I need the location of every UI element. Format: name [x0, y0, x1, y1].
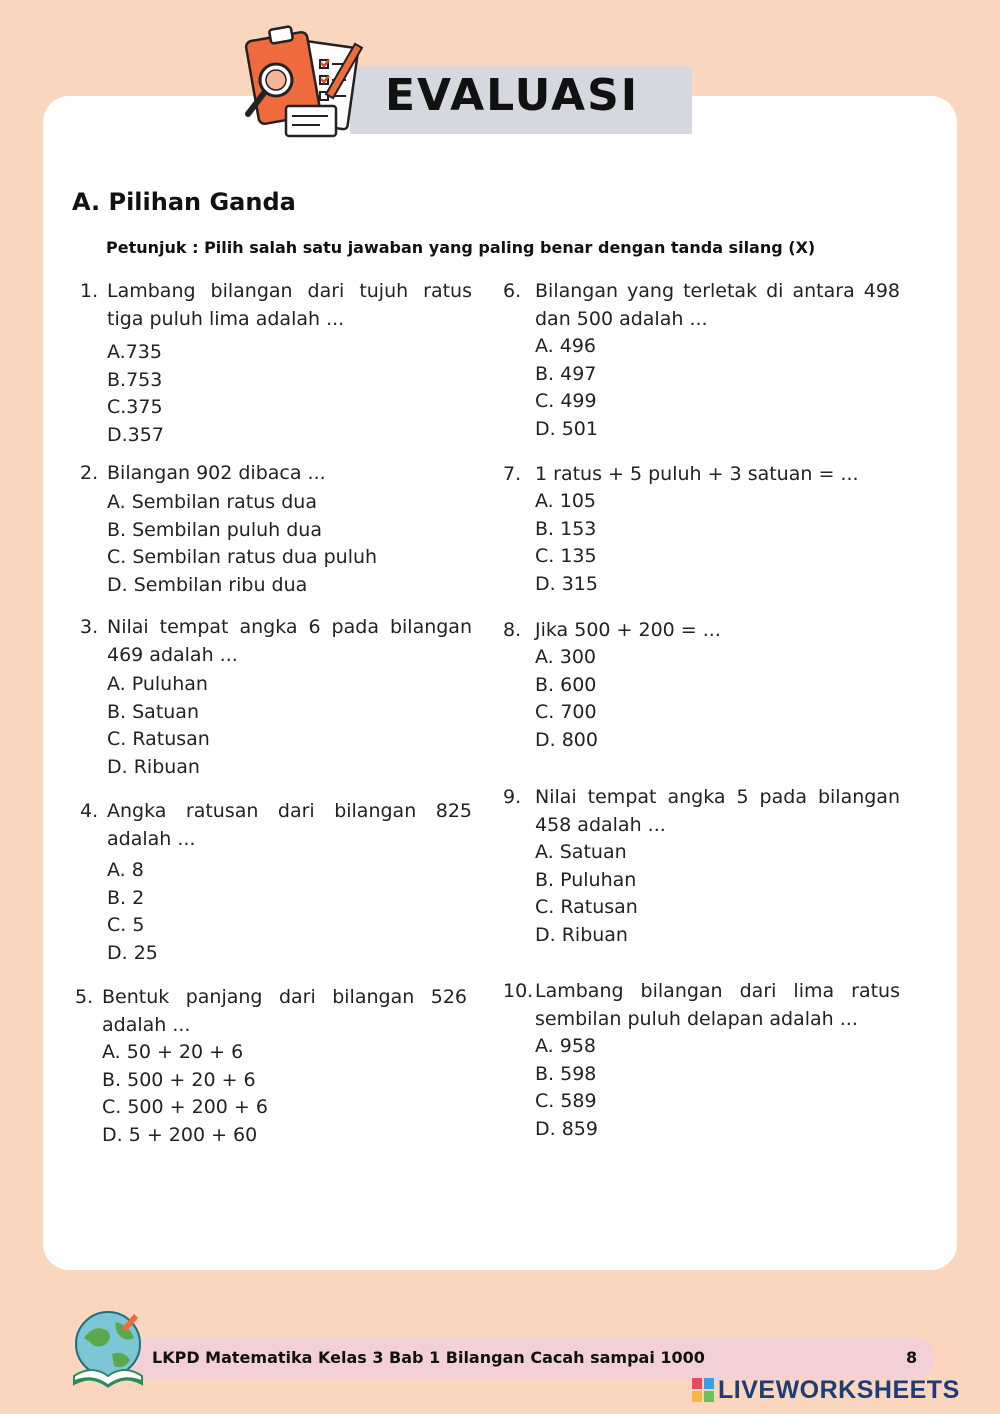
option-d[interactable]: D. 501 [535, 418, 598, 441]
option-c[interactable]: C. 5 [107, 914, 145, 937]
section-title: A. Pilihan Ganda [72, 188, 296, 216]
question-7 [503, 460, 900, 599]
option-b[interactable]: B. 600 [535, 673, 597, 696]
question-number: 10. [503, 980, 534, 1002]
question-number: 1. [80, 280, 99, 302]
option-b[interactable]: B. 500 + 20 + 6 [102, 1068, 256, 1091]
option-a[interactable]: A. 8 [107, 859, 144, 881]
question-6 [503, 277, 900, 444]
option-d[interactable]: D. 800 [535, 729, 598, 752]
question-3 [80, 613, 472, 782]
option-a[interactable]: A. 496 [535, 335, 597, 357]
liveworksheets-logo-icon [692, 1378, 714, 1402]
option-c[interactable]: C. 589 [535, 1090, 597, 1113]
question-text: Lambang bilangan dari tujuh ratus tiga puluh lima adalah ... [107, 280, 472, 330]
option-c[interactable]: C. 135 [535, 545, 597, 568]
question-text: Jika 500 + 200 = ... [535, 619, 721, 641]
question-text: Nilai tempat angka 5 pada bilangan 458 adalah ... [535, 786, 900, 836]
option-d[interactable]: D. 315 [535, 573, 598, 596]
question-text: Bilangan yang terletak di antara 498 dan 500 adalah ... [535, 280, 900, 330]
option-a[interactable]: A. Puluhan [107, 673, 208, 695]
option-b[interactable]: B. 2 [107, 886, 145, 909]
question-number: 7. [503, 463, 522, 485]
option-d[interactable]: D. Sembilan ribu dua [107, 574, 308, 597]
question-text: Lambang bilangan dari lima ratus sembilan puluh delapan adalah ... [535, 980, 900, 1030]
option-c[interactable]: C. 700 [535, 701, 597, 724]
option-c[interactable]: C. Sembilan ratus dua puluh [107, 546, 378, 569]
question-9 [503, 783, 900, 950]
globe-book-icon [72, 1308, 148, 1388]
clipboard-checklist-icon [240, 22, 375, 142]
option-a[interactable]: A. 300 [535, 646, 597, 668]
instruction-text: Petunjuk : Pilih salah satu jawaban yang paling benar dengan tanda silang (X) [106, 238, 816, 257]
question-2 [80, 459, 472, 600]
option-c[interactable]: C. Ratusan [535, 896, 638, 919]
option-d[interactable]: D.357 [107, 424, 164, 447]
question-number: 3. [80, 616, 99, 638]
option-c[interactable]: C.375 [107, 396, 163, 419]
question-text: Nilai tempat angka 6 pada bilangan 469 adalah ... [107, 616, 472, 666]
option-b[interactable]: B. 153 [535, 517, 597, 540]
option-b[interactable]: B. 598 [535, 1062, 597, 1085]
footer-text: LKPD Matematika Kelas 3 Bab 1 Bilangan Cacah sampai 1000 [152, 1348, 705, 1367]
option-d[interactable]: D. 5 + 200 + 60 [102, 1124, 258, 1147]
option-a[interactable]: A. 50 + 20 + 6 [102, 1041, 244, 1063]
question-4 [80, 797, 472, 968]
question-8 [503, 616, 900, 755]
question-number: 2. [80, 462, 99, 484]
option-a[interactable]: A.735 [107, 341, 162, 363]
liveworksheets-logo[interactable] [692, 1376, 992, 1406]
option-b[interactable]: B. Sembilan puluh dua [107, 518, 322, 541]
question-10 [503, 977, 900, 1144]
question-number: 6. [503, 280, 522, 302]
option-a[interactable]: A. 958 [535, 1035, 597, 1057]
question-number: 4. [80, 800, 99, 822]
option-d[interactable]: D. 25 [107, 942, 158, 965]
option-d[interactable]: D. Ribuan [107, 756, 200, 779]
question-text: Angka ratusan dari bilangan 825 adalah ... [107, 800, 472, 850]
page-title: EVALUASI [385, 70, 640, 121]
option-b[interactable]: B. Satuan [107, 700, 199, 723]
page-number: 8 [906, 1348, 918, 1367]
option-a[interactable]: A. Sembilan ratus dua [107, 491, 317, 513]
option-c[interactable]: C. 500 + 200 + 6 [102, 1096, 268, 1119]
option-d[interactable]: D. Ribuan [535, 924, 628, 947]
question-text: Bentuk panjang dari bilangan 526 adalah ... [102, 986, 467, 1036]
question-text: 1 ratus + 5 puluh + 3 satuan = ... [535, 463, 859, 485]
option-a[interactable]: A. Satuan [535, 841, 627, 863]
option-b[interactable]: B. Puluhan [535, 868, 637, 891]
option-a[interactable]: A. 105 [535, 490, 597, 512]
question-number: 5. [75, 986, 94, 1008]
question-5 [75, 983, 467, 1150]
option-b[interactable]: B.753 [107, 368, 163, 391]
question-number: 8. [503, 619, 522, 641]
question-text: Bilangan 902 dibaca ... [107, 462, 326, 484]
question-1 [80, 277, 472, 450]
option-c[interactable]: C. Ratusan [107, 728, 210, 751]
option-d[interactable]: D. 859 [535, 1118, 598, 1141]
question-number: 9. [503, 786, 522, 808]
liveworksheets-brand: LIVEWORKSHEETS [718, 1376, 960, 1404]
option-c[interactable]: C. 499 [535, 390, 597, 413]
option-b[interactable]: B. 497 [535, 362, 597, 385]
